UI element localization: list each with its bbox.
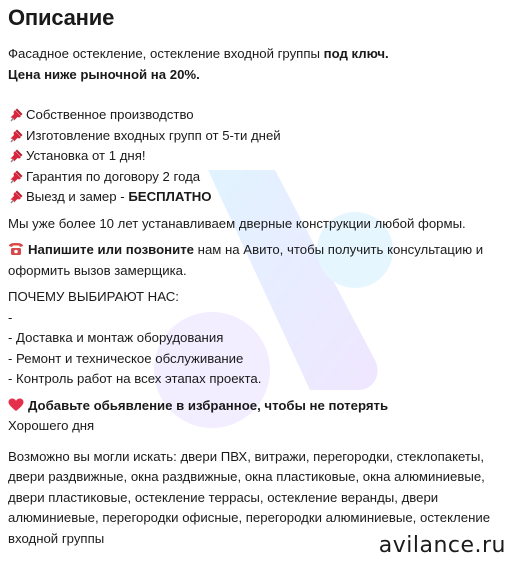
- feature-item: [8, 146, 514, 167]
- contact-text: нам на Авито, чтобы получить консультацию и оформить вызов замерщика.: [8, 242, 484, 278]
- feature-item: [8, 187, 514, 208]
- intro-paragraph: [8, 44, 514, 65]
- feature-item: [8, 105, 514, 126]
- feature-list: [8, 105, 514, 208]
- pushpin-icon: [8, 107, 24, 123]
- intro-text: Фасадное остекление, остекление входной группы: [8, 46, 324, 61]
- page-title: Описание: [8, 5, 115, 30]
- site-watermark: avilance.ru: [376, 533, 509, 558]
- price-line: Цена ниже рыночной на 20%.: [8, 66, 200, 82]
- telephone-icon: [8, 242, 24, 256]
- why-list-item: -: [8, 309, 13, 325]
- intro-bold: под ключ.: [323, 46, 389, 61]
- feature-text: Гарантия по договору 2 года: [26, 168, 201, 184]
- search-keywords-paragraph: Возможно вы могли искать: двери ПВХ, витражи, перегородки, стеклопакеты, двери раздвижные, окна раздвижные, окна пластиковые, окна алюминиевые, двери пластиковые, остекление террасы, остекление веранды, двери алюминиевые, перегородки офисные, перегородки алюминиевые, остекление входной группы: [8, 448, 491, 546]
- why-list-item: - Контроль работ на всех этапах проекта.: [8, 371, 262, 386]
- why-heading: ПОЧЕМУ ВЫБИРАЮТ НАС:: [8, 289, 179, 304]
- pushpin-icon: [8, 148, 24, 164]
- favorite-paragraph: [8, 396, 514, 417]
- feature-item: [8, 167, 514, 188]
- why-list: [8, 308, 514, 390]
- feature-text: Изготовление входных групп от 5-ти дней: [26, 127, 281, 143]
- description-section: [8, 0, 514, 549]
- pushpin-icon: [8, 169, 24, 185]
- why-list-item: - Доставка и монтаж оборудования: [8, 330, 224, 345]
- feature-text: Выезд и замер -: [26, 189, 129, 204]
- favorite-bold: Добавьте обьявление в избранное, чтобы не потерять: [28, 397, 389, 413]
- experience-paragraph: Мы уже более 10 лет устанавливаем дверные конструкции любой формы.: [8, 215, 466, 231]
- pushpin-icon: [8, 189, 24, 205]
- contact-paragraph: [8, 240, 514, 281]
- heart-icon: [8, 398, 24, 412]
- greeting-text: Хорошего дня: [8, 418, 95, 433]
- feature-text: Собственное производство: [26, 107, 194, 122]
- feature-text: Установка от 1 дня!: [26, 148, 146, 163]
- feature-bold: БЕСПЛАТНО: [128, 189, 212, 204]
- feature-item: [8, 126, 514, 147]
- pushpin-icon: [8, 128, 24, 144]
- why-list-item: - Ремонт и техническое обслуживание: [8, 350, 244, 366]
- contact-bold: Напишите или позвоните: [28, 242, 194, 257]
